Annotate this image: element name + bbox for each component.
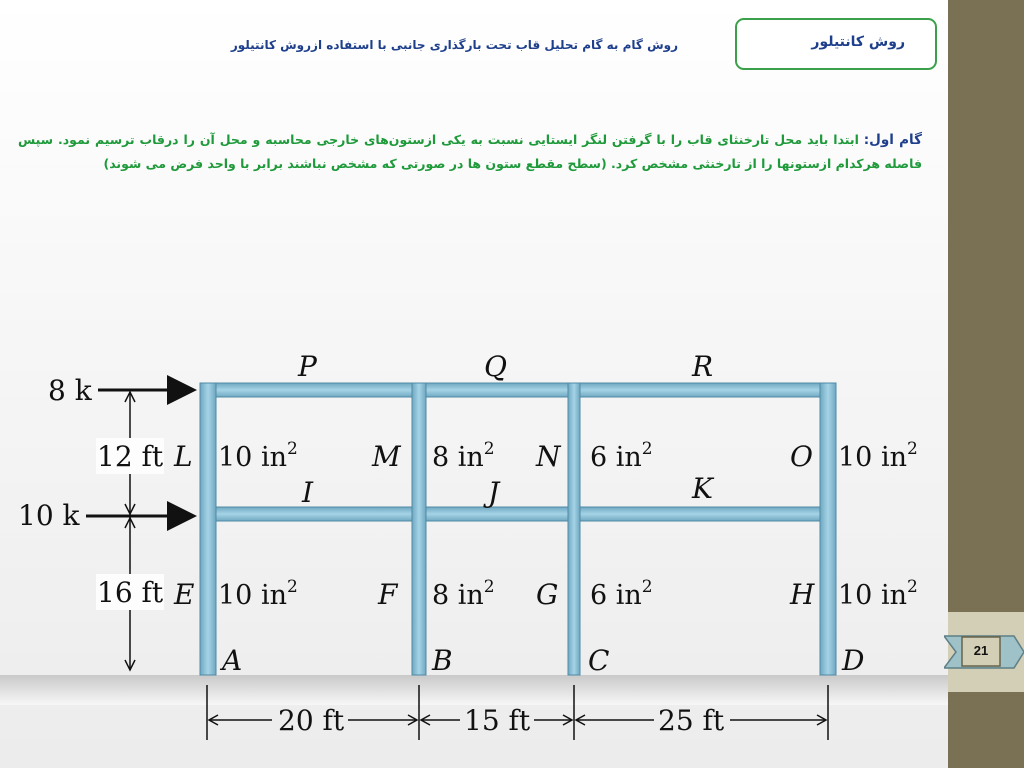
column-area-label: 10 $in^2$ (838, 439, 918, 473)
body-paragraph (18, 128, 922, 176)
node-label: R (692, 350, 714, 383)
support-label: B (432, 644, 453, 677)
support-label: C (588, 644, 610, 677)
column-area-label: 8 $in^2$ (432, 577, 495, 611)
column-area-label: 6 $in^2$ (590, 577, 653, 611)
node-label: L (174, 440, 193, 473)
node-label: N (536, 440, 561, 473)
column-area-label: 6 $in^2$ (590, 439, 653, 473)
step-label: گام اول: (863, 132, 922, 148)
column-area-label: 10 $in^2$ (838, 577, 918, 611)
bay-width-label: 20 ft (278, 704, 345, 737)
node-label: I (302, 476, 314, 509)
node-label: E (174, 578, 195, 611)
node-label: K (692, 472, 713, 505)
frame-figure (0, 330, 948, 768)
node-label: J (488, 476, 500, 509)
node-label: O (790, 440, 813, 473)
node-label: P (298, 350, 317, 383)
height-dimension-line (124, 392, 136, 670)
node-label: H (790, 578, 815, 611)
ground (0, 675, 948, 705)
title-box (735, 18, 937, 70)
story-height-label: 16 ft (97, 576, 164, 609)
frame-members (200, 383, 836, 675)
bay-width-label: 15 ft (464, 704, 531, 737)
node-label: M (372, 440, 401, 473)
slide-title: روش کانتیلور (811, 34, 905, 50)
node-label: Q (484, 350, 507, 383)
bay-width-label: 25 ft (658, 704, 725, 737)
frame-diagram (0, 330, 948, 768)
support-label: D (842, 644, 865, 677)
step-text: ابتدا باید محل تارخنثای قاب را با گرفتن لنگر ایستایی نسبت به یکی ازستون‌های خارجی محاسبه و محل آن را درقاب ترسیم نمود. سپس فاصله هرکدام ازستونها را از تارخنثی مشخص کرد. (سطح مقطع ستون ها در صورتی که مشخص نباشند برابر با واحد فرض می شوند) (18, 132, 922, 171)
page-number: 21 (973, 643, 989, 658)
node-label: G (536, 578, 559, 611)
node-label: F (378, 578, 398, 611)
load-label: 8 k (48, 374, 92, 407)
column-area-label: 8 $in^2$ (432, 439, 495, 473)
story-height-label: 12 ft (97, 440, 164, 473)
slide-subtitle: روش گام به گام تحلیل قاب تحت بارگذاری جانبی با استفاده ازروش کانتیلور (230, 38, 678, 52)
column-area-label: 10 $in^2$ (218, 577, 298, 611)
column-area-label: 10 $in^2$ (218, 439, 298, 473)
support-label: A (222, 644, 243, 677)
load-label: 10 k (18, 499, 80, 532)
